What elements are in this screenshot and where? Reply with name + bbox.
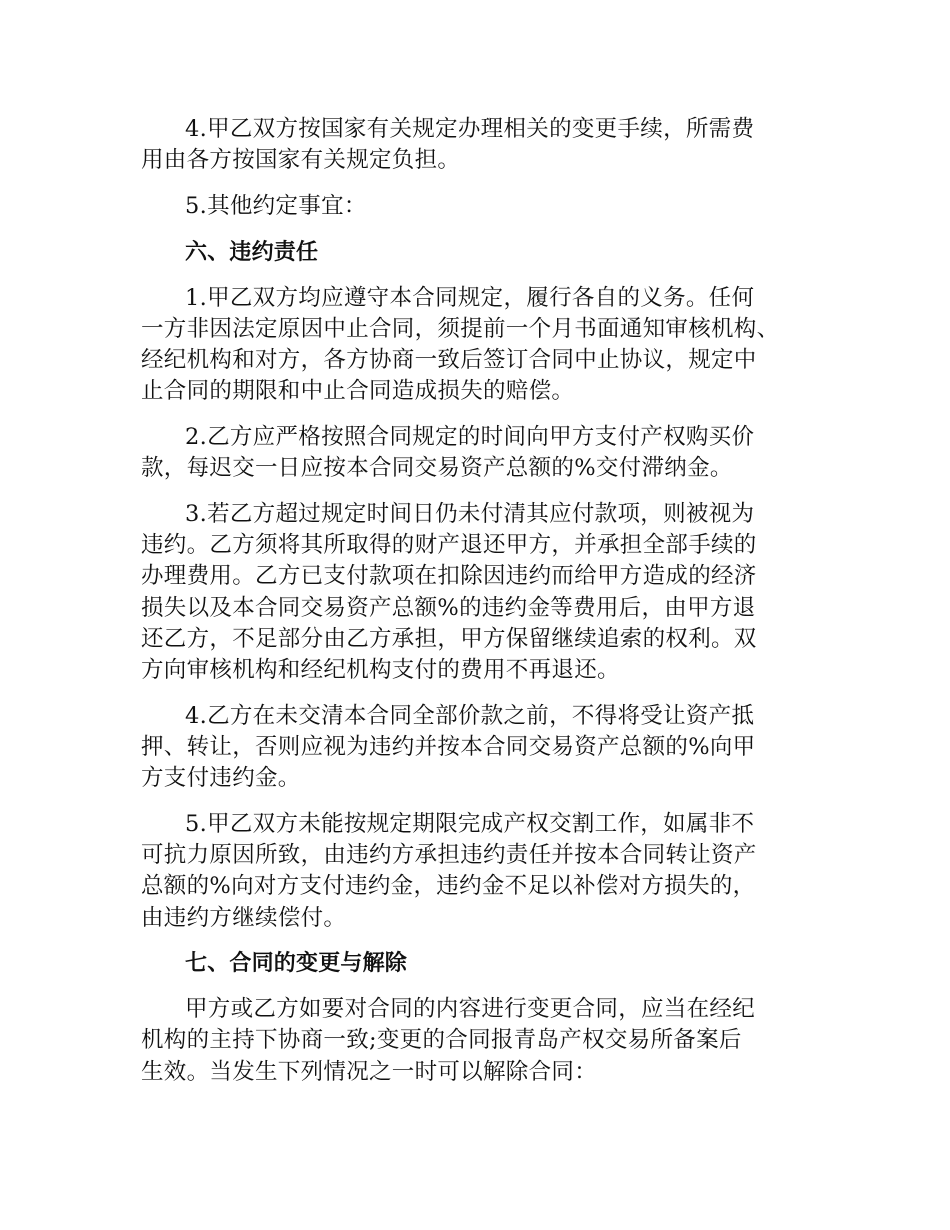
section-6-paragraph-2: [141, 422, 813, 484]
text-line: 用由各方按国家有关规定负担。: [141, 147, 461, 174]
text-line: 3.若乙方超过规定时间日仍未付清其应付款项，则被视为: [185, 501, 755, 527]
text-line: 4.乙方在未交清本合同全部价款之前，不得将受让资产抵: [185, 702, 755, 729]
section-6-paragraph-4: [141, 701, 813, 795]
document-page: [141, 114, 813, 1102]
text-line: 违约。乙方须将其所取得的财产退还甲方，并承担全部手续的: [141, 532, 757, 559]
text-line: 2.乙方应严格按照合同规定的时间向甲方支付产权购买价: [185, 424, 755, 450]
text-line: 损失以及本合同交易资产总额%的违约金等费用后，由甲方退: [141, 594, 756, 621]
text-line: 方向审核机构和经纪机构支付的费用不再退还。: [141, 657, 620, 684]
text-line: 押、转让，否则应视为违约并按本合同交易资产总额的%向甲: [141, 734, 756, 761]
paragraph-4-change-procedures: [141, 114, 813, 176]
text-line: 1.甲乙双方均应遵守本合同规定，履行各自的义务。任何: [185, 284, 755, 311]
text-line: 止合同的期限和中止合同造成损失的赔偿。: [141, 378, 575, 405]
section-7-heading: 七、合同的变更与解除: [185, 951, 408, 977]
text-line: 可抗力原因所致，由违约方承担违约责任并按本合同转让资产: [141, 842, 757, 869]
text-line: 还乙方，不足部分由乙方承担，甲方保留继续追索的权利。双: [141, 625, 757, 652]
text-line: 办理费用。乙方已支付款项在扣除因违约而给甲方造成的经济: [141, 563, 757, 590]
text-line: 生效。当发生下列情况之一时可以解除合同：: [141, 1058, 598, 1085]
section-6-paragraph-1: [141, 283, 813, 408]
text-line: 甲方或乙方如要对合同的内容进行变更合同，应当在经纪: [185, 996, 756, 1023]
section-6-paragraph-3: [141, 499, 813, 686]
text-line: 一方非因法定原因中止合同，须提前一个月书面通知审核机构、: [141, 315, 780, 342]
text-line: 经纪机构和对方，各方协商一致后签订合同中止协议，规定中: [141, 347, 757, 373]
text-line: 款，每迟交一日应按本合同交易资产总额的%交付滞纳金。: [141, 455, 733, 482]
text-line: 4.甲乙双方按国家有关规定办理相关的变更手续，所需费: [185, 116, 755, 142]
section-6-paragraph-5: [141, 809, 813, 934]
text-line: 5.其他约定事宜：: [185, 193, 367, 219]
section-6-heading: 六、违约责任: [185, 239, 319, 265]
text-line: 由违约方继续偿付。: [141, 904, 347, 931]
text-line: 5.甲乙双方未能按规定期限完成产权交割工作，如属非不: [185, 811, 755, 838]
paragraph-5-other-matters: [141, 191, 813, 222]
text-line: 方支付违约金。: [141, 765, 301, 792]
text-line: 机构的主持下协商一致;变更的合同报青岛产权交易所备案后: [141, 1027, 742, 1054]
section-7-paragraph-1: [141, 994, 813, 1088]
text-line: 总额的%向对方支付违约金，违约金不足以补偿对方损失的，: [141, 873, 756, 900]
